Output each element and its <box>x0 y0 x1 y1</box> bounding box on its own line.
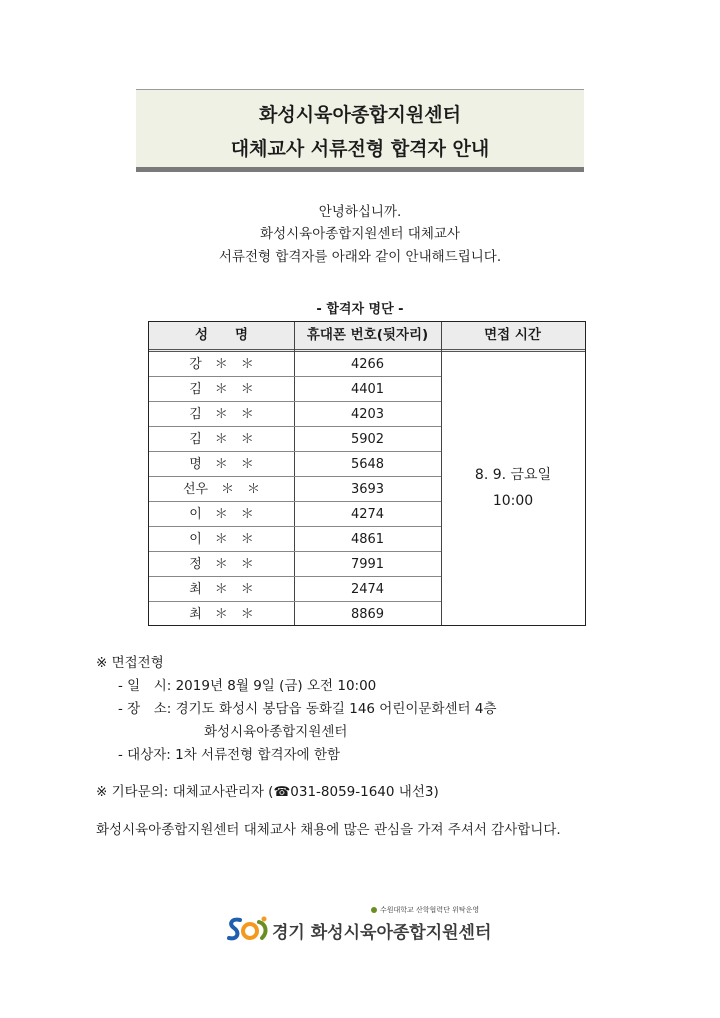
passer-table <box>148 321 586 626</box>
row-phone: 3693 <box>350 482 385 497</box>
row-name: 이 ＊ ＊ <box>189 507 254 522</box>
header-phone: 휴대폰 번호(뒷자리) <box>306 327 429 343</box>
center-logo-icon <box>226 914 270 944</box>
row-name: 정 ＊ ＊ <box>189 557 254 572</box>
header-name: 성 명 <box>194 327 249 343</box>
interview-date: 8. 9. 금요일 <box>474 467 552 483</box>
table-row <box>149 402 441 427</box>
interview-section-title: ※ 면접전형 <box>96 655 164 671</box>
table-row <box>149 477 441 502</box>
logo-name: 경기 화성시육아종합지원센터 <box>272 923 492 943</box>
row-phone: 4861 <box>350 532 385 547</box>
interview-place-line: - 장 소: 경기도 화성시 봉담읍 동화길 146 어린이문화센터 4층 <box>118 701 497 717</box>
table-row <box>149 452 441 477</box>
interview-time-cell <box>441 462 585 514</box>
row-name: 명 ＊ ＊ <box>189 457 254 472</box>
row-name: 이 ＊ ＊ <box>189 532 254 547</box>
page-title: 화성시육아종합지원센터 <box>259 104 461 126</box>
list-title: - 합격자 명단 - <box>316 302 404 317</box>
table-row <box>149 552 441 577</box>
row-name: 김 ＊ ＊ <box>189 432 254 447</box>
row-phone: 4266 <box>350 357 385 372</box>
logo-subtitle: 수원대학교 산학협력단 위탁운영 <box>380 906 480 914</box>
row-name: 최 ＊ ＊ <box>189 607 254 622</box>
row-name: 강 ＊ ＊ <box>189 357 254 372</box>
row-name: 최 ＊ ＊ <box>189 582 254 597</box>
header-interview: 면접 시간 <box>484 327 541 343</box>
row-phone: 8869 <box>350 607 385 622</box>
center-logo <box>226 904 496 944</box>
interview-hour: 10:00 <box>492 493 534 509</box>
page-subtitle: 대체교사 서류전형 합격자 안내 <box>230 138 490 160</box>
row-phone: 7991 <box>350 557 385 572</box>
row-phone: 5648 <box>350 457 385 472</box>
interview-date-line: - 일 시: 2019년 8월 9일 (금) 오전 10:00 <box>118 678 377 694</box>
row-phone: 4203 <box>350 407 385 422</box>
table-row <box>149 427 441 452</box>
greeting-line-3: 서류전형 합격자를 아래와 같이 안내해드립니다. <box>218 249 502 265</box>
interview-target-line: - 대상자: 1차 서류전형 합격자에 한함 <box>118 747 341 763</box>
table-row <box>149 527 441 552</box>
table-row <box>149 377 441 402</box>
table-row <box>149 352 441 377</box>
table-row <box>149 602 441 627</box>
row-name: 선우 ＊ ＊ <box>182 482 261 497</box>
interview-place-line-2: 화성시육아종합지원센터 <box>204 724 348 740</box>
greeting-line-1: 안녕하십니까. <box>318 204 402 220</box>
greeting-line-2: 화성시육아종합지원센터 대체교사 <box>260 226 460 242</box>
row-name: 김 ＊ ＊ <box>189 382 254 397</box>
thanks-line: 화성시육아종합지원센터 대체교사 채용에 많은 관심을 가져 주셔서 감사합니다. <box>96 822 561 838</box>
row-name: 김 ＊ ＊ <box>189 407 254 422</box>
row-phone: 5902 <box>350 432 385 447</box>
title-box <box>136 89 584 167</box>
row-phone: 4401 <box>350 382 385 397</box>
university-emblem-icon <box>371 907 377 913</box>
title-underline <box>136 167 584 172</box>
contact-line: ※ 기타문의: 대체교사관리자 (☎031-8059-1640 내선3) <box>96 784 439 800</box>
table-row <box>149 577 441 602</box>
table-row <box>149 502 441 527</box>
table-header <box>149 322 585 352</box>
row-phone: 2474 <box>350 582 385 597</box>
row-phone: 4274 <box>350 507 385 522</box>
